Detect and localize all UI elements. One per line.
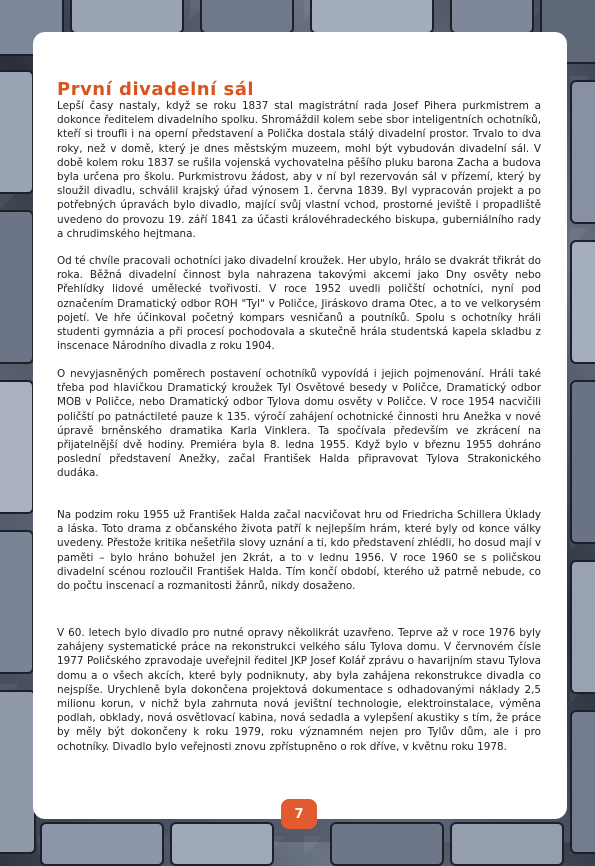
background-stone [310,0,434,34]
paragraph-5: V 60. letech bylo divadlo pro nutné opravy několikrát uzavřeno. Teprve až v roce 1976 byly zahájeny systematické práce na rekonstrukci velkého sálu Tylova domu. V červnovém čísle 1977 Poličského zpravodaje uveřejnil ředitel JKP Josef Kolář zprávu o havarijním stavu Tylova domu a o všech akcích, které byly podniknuty, aby byla zahájena rekonstrukce divadla co nejspíše. Urychleně byla dokončena projektová dokumentace s odhadovanými náklady 2,5 milionu korun, v nichž byla zahrnuta nová jevištní technologie, elektroinstalace, výměna podlah, obklady, nová osvětlovací kabina, nová sedadla a vylepšení akustiky s tím, že práce by měly být dokončeny k roku 1979, roku významném nejen pro Tylův dům, ale i pro ochotníky. Divadlo bylo veřejnosti znovu zpřístupněno o rok dříve, v květnu roku 1978. [57,627,541,753]
background-stone [40,822,164,866]
background-stone [570,80,595,224]
background-stone [0,380,34,514]
background-stone [0,690,36,854]
paragraph-1: Lepší časy nastaly, když se roku 1837 stal magistrátní rada Josef Pihera purkmistrem a dokonce ředitelem divadelního spolku. Shromáždil kolem sebe sbor inteligentních ochotníků, kteří si troufli i na operní představení a Polička dostala stálý divadelní prostor. Trvalo to dva roky, než v domě, který je dnes městským muzeem, mohl být vybudován divadelní sál. V době kolem roku 1837 se rušila vojenská vychovatelna pěšího pluku barona Zacha a budova byla určena pro školu. Purkmistrovu žádost, aby v ní byl rezervován sál v přízemí, který by sloužil divadlu, schválil krajský úřad výnosem 1. června 1839. Byl vypracován projekt a po potřebných úpravách bylo divadlo, mající svůj vlastní vchod, prostorné jeviště i propadliště uvedeno do provozu 19. září 1841 za účasti královéhradeckého biskupa, guberniálního rady a chrudimského hejtmana. [57,100,541,240]
background-stone [570,380,595,544]
background-stone [330,822,444,866]
background-stone [200,0,294,34]
page-number-badge: 7 [281,799,317,829]
background-stone [0,530,34,674]
background-stone [70,0,184,34]
section-title: První divadelní sál [57,79,255,100]
background-stone [450,822,564,866]
background-stone [0,70,34,194]
background-stone [170,822,274,866]
background-stone [570,710,595,854]
background-stone [450,0,534,34]
paragraph-2: Od té chvíle pracovali ochotníci jako divadelní kroužek. Her ubylo, hrálo se dvakrát třikrát do roka. Běžná divadelní činnost byla nahrazena takovými akcemi jako Dny osvěty nebo Přehlídky lidové umělecké tvořivosti. V roce 1952 uvedli poličští ochotníci, nyní pod označením Dramatický odbor ROH "Tyl" v Poličce, Jiráskovo drama Otec, a to ve velkorysém pojetí. Ve hře účinkoval početný kompars vesničanů a poutníků. Spolu s ochotníky hráli studenti gymnázia a při procesí pochodovala a skutečně hrála studentská kapela skladbu z inscenace Národního divadla z roku 1904. [57,255,541,353]
background-stone [570,560,595,694]
background-stone [0,210,34,364]
background-stone [570,240,595,364]
paragraph-4: Na podzim roku 1955 už František Halda začal nacvičovat hru od Friedricha Schillera Úklady a láska. Toto drama z občanského života patří k nejlepším hrám, které byly od konce války uvedeny. Přestože kritika nešetřila slovy uznání a ti, kdo představení zhlédli, ho dosud mají v paměti – bylo hráno bohužel jen 2krát, a to v lednu 1956. V roce 1960 se s poličskou divadelní scénou rozloučil František Halda. Tím končí období, kterého už patrně nebude, co do počtu inscenací a rozmanitosti žánrů, nikdy dosaženo. [57,509,541,593]
paragraph-3: O nevyjasněných poměrech postavení ochotníků vypovídá i jejich pojmenování. Hráli také třeba pod hlavičkou Dramatický kroužek Tyl Osvětové besedy v Poličce, Dramatický odbor MOB v Poličce, nebo Dramatický odbor Tylova domu osvěty v Poličce. V roce 1954 nacvičili poličští po patnáctileté pauze k 135. výročí zahájení ochotnické činnosti hru Anežka v nové úpravě brněnského dramatika Karla Vinklera. Ta spočívala především ve zkrácení na přijatelnější dvě hodiny. Premiéra byla 8. ledna 1955. Když bylo v březnu 1955 dohráno poslední představení Anežky, začal František Halda připravovat Tylova Strakonického dudáka. [57,368,541,480]
